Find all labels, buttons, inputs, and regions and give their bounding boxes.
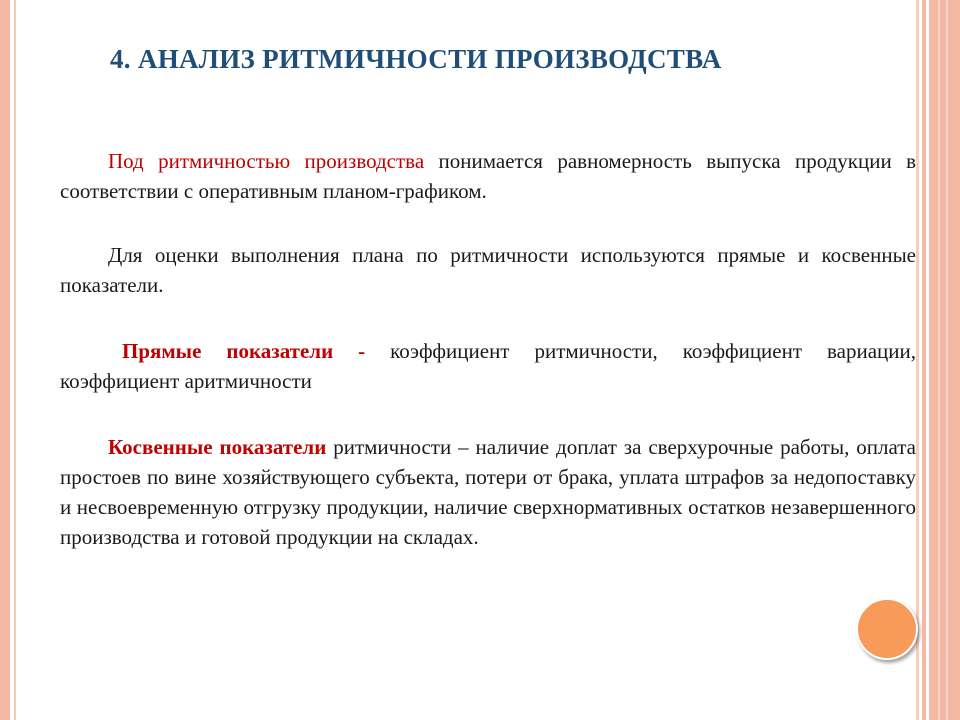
- term-direct-indicators: Прямые показатели -: [122, 339, 366, 363]
- right-border-stripe: [922, 0, 926, 720]
- left-border-stripe: [0, 0, 10, 720]
- right-border-stripe: [938, 0, 940, 720]
- slide-title: 4. АНАЛИЗ РИТМИЧНОСТИ ПРОИЗВОДСТВА: [110, 44, 722, 74]
- evaluation-text: Для оценки выполнения плана по ритмичности используются прямые и косвенные показатели.: [60, 243, 916, 297]
- right-border-stripe: [946, 0, 948, 720]
- direct-indicators-text: коэффициент ритмичности, коэффициент вариации, коэффициент аритмичности: [60, 339, 917, 393]
- indirect-indicators-text: ритмичности – наличие доплат за сверхурочные работы, оплата простоев по вине хозяйствующего субъекта, потери от брака, уплата штрафов за недопоставку и несвоевременную отгрузку продукции, наличие сверхнормативных остатков незавершенного производства и готовой продукции на складах.: [60, 435, 916, 549]
- right-border-decoration: [916, 0, 960, 720]
- paragraph-definition: [60, 146, 916, 206]
- paragraph-indirect-indicators: [60, 432, 916, 552]
- decorative-orange-circle: [856, 598, 918, 660]
- paragraph-evaluation: [60, 240, 916, 300]
- right-border-stripe: [929, 0, 960, 720]
- right-border-stripe: [916, 0, 919, 720]
- definition-text: понимается равномерность выпуска продукции в соответствии с оперативным планом-графиком.: [60, 149, 916, 203]
- term-indirect-indicators: Косвенные показатели: [108, 435, 327, 459]
- left-border-inner-line: [14, 0, 16, 720]
- paragraph-direct-indicators: [60, 336, 916, 396]
- term-rhythmicity: Под ритмичностью производства: [108, 149, 425, 173]
